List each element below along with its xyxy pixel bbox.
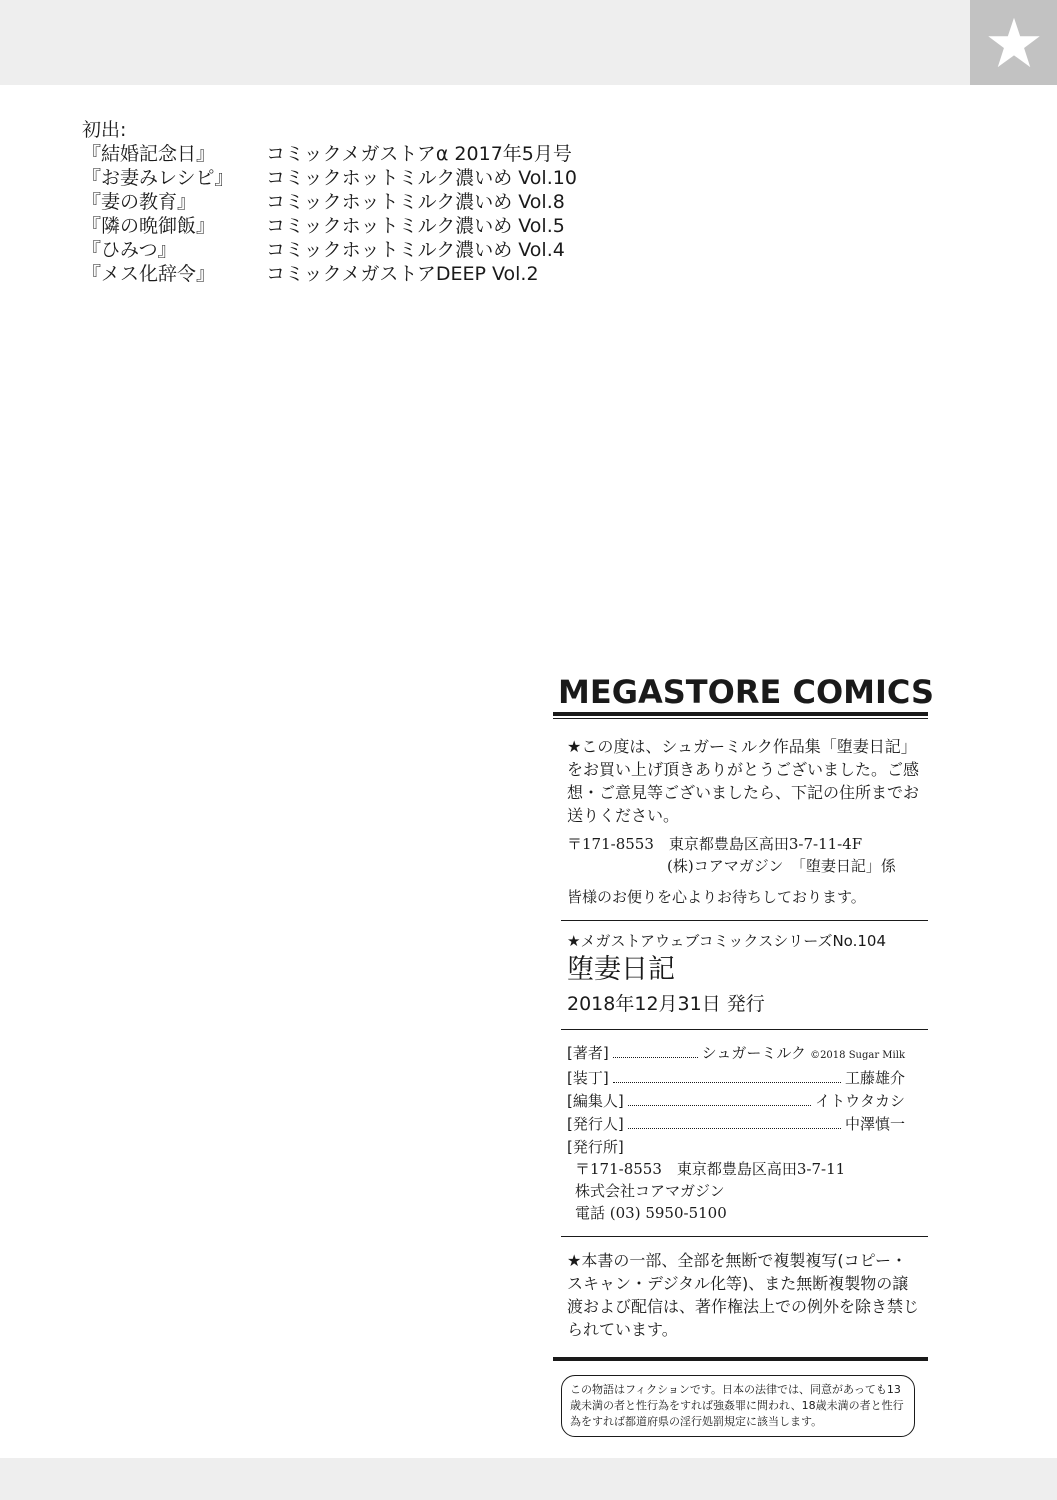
story-title: 『結婚記念日』 [82,143,216,165]
fiction-disclaimer: この物語はフィクションです。日本の法律では、同意があっても13歳未満の者と性行為をすれば強姦罪に問われ、18歳未満の者と性行為をすれば都道府県の淫行処罰規定に該当します。 [561,1375,915,1437]
dot-leader [628,1128,841,1129]
mail-address [567,833,928,877]
story-title: 『隣の晩御飯』 [82,215,216,237]
story-title: 『お妻みレシピ』 [82,167,234,189]
credit-role: [編集人] [567,1092,624,1110]
credit-role: [著者] [567,1044,609,1062]
credit-row [567,1067,905,1090]
dot-leader [613,1057,698,1058]
list-item [82,262,577,286]
divider [561,1236,928,1237]
publication-date: 2018年12月31日 発行 [567,993,765,1015]
list-item [82,190,577,214]
story-title: 『メス化辞令』 [82,263,216,285]
thanks-message: ★この度は、シュガーミルク作品集「堕妻日記」をお買い上げ頂きありがとうございました。ご感想・ご意見等ございましたら、下記の住所までお送りください。 [567,737,920,825]
copyright-notice: ★本書の一部、全部を無断で複製複写(コピー・スキャン・デジタル化等)、また無断複製物の譲渡および配信は、著作権法上での例外を除き禁じられています。 [567,1251,920,1339]
book-title: 堕妻日記 [567,954,675,985]
credit-name: シュガーミルク [701,1044,807,1062]
address-line: 〒171-8553 東京都豊島区高田3-7-11-4F [567,835,863,853]
address-line: (株)コアマガジン 「堕妻日記」係 [667,857,896,875]
credit-row [567,1042,905,1067]
bottom-band [0,1458,1057,1500]
list-item [82,238,577,262]
divider [553,718,928,719]
top-band [0,0,970,85]
divider [553,712,928,716]
star-icon [986,15,1042,71]
list-item [82,214,577,238]
divider [553,1357,928,1361]
corner-star-box [970,0,1057,85]
credit-role: [装丁] [567,1069,609,1087]
credits [567,1042,928,1224]
copyright-text: ©2018 Sugar Milk [810,1050,905,1061]
magazine-name: コミックホットミルク濃いめ Vol.4 [266,239,565,261]
publisher-label: [発行所] [567,1138,624,1156]
magazine-name: コミックホットミルク濃いめ Vol.5 [266,215,565,237]
magazine-name: コミックメガストアDEEP Vol.2 [266,263,539,285]
publisher-phone: 電話 (03) 5950-5100 [575,1204,727,1222]
dot-leader [628,1105,811,1106]
credit-role: [発行人] [567,1115,624,1133]
list-item [82,166,577,190]
publisher-name: 株式会社コアマガジン [575,1182,725,1200]
list-item [82,142,577,166]
credit-row [567,1113,905,1136]
story-title: 『妻の教育』 [82,191,197,213]
magazine-name: コミックホットミルク濃いめ Vol.8 [266,191,565,213]
publisher-address: 〒171-8553 東京都豊島区高田3-7-11 [575,1160,846,1178]
first-published-list [82,118,577,286]
await-message: 皆様のお便りを心よりお待ちしております。 [567,888,866,906]
divider [561,920,928,921]
credit-name: 中澤慎一 [844,1115,905,1133]
publisher-block [567,1136,928,1224]
magazine-name: コミックホットミルク濃いめ Vol.10 [266,167,577,189]
dot-leader [613,1082,841,1083]
first-published-heading: 初出: [82,119,127,141]
story-title: 『ひみつ』 [82,239,177,261]
credit-name: イトウタカシ [815,1092,905,1110]
credit-name: 工藤雄介 [844,1069,905,1087]
brand-logo: MEGASTORE COMICS [558,673,935,711]
colophon [553,672,935,1437]
divider [561,1029,928,1030]
series-label: ★メガストアウェブコミックスシリーズNo.104 [567,932,886,950]
credit-row [567,1090,905,1113]
magazine-name: コミックメガストアα 2017年5月号 [266,143,572,165]
